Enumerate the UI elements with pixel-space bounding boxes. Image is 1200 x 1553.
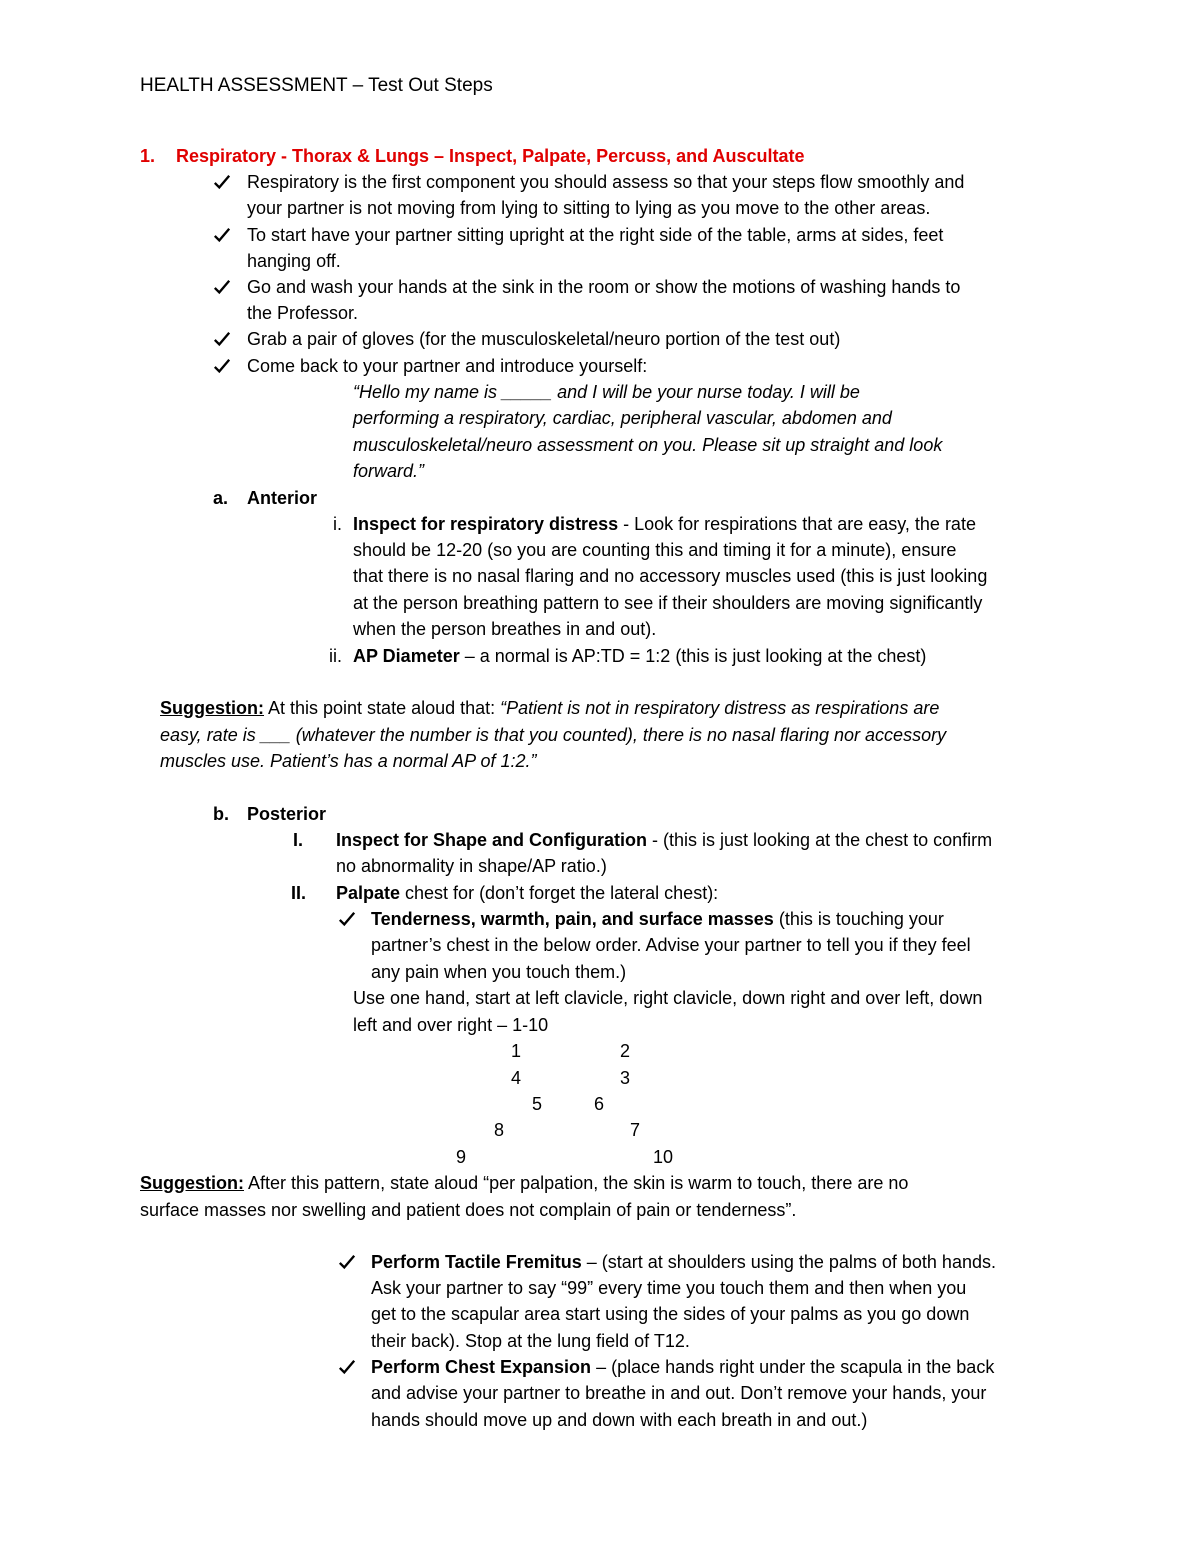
item-text: - (this is just looking at the chest to confirm — [647, 830, 993, 850]
item-text: – (place hands right under the scapula in the back — [591, 1357, 995, 1377]
item-text: (this is touching your — [773, 909, 944, 929]
section-number: 1. — [140, 146, 156, 166]
pattern-number: 2 — [620, 1041, 631, 1061]
intro-quote-line: musculoskeletal/neuro assessment on you. Please sit up straight and look — [353, 435, 943, 455]
suggestion-lead: At this point state aloud that: — [264, 698, 501, 718]
suggestion-text: After this pattern, state aloud “per palpation, the skin is warm to touch, there are no — [244, 1173, 909, 1193]
item-line: at the person breathing pattern to see if their shoulders are moving significantly — [353, 593, 983, 613]
item-line: Use one hand, start at left clavicle, right clavicle, down right and over left, down — [353, 988, 983, 1008]
pattern-number: 5 — [532, 1094, 543, 1114]
checkmark-icon — [338, 907, 358, 931]
pattern-number: 8 — [494, 1120, 505, 1140]
item-line: get to the scapular area start using the sides of your palms as you go down — [371, 1304, 970, 1324]
item-text: chest for (don’t forget the lateral chest): — [400, 883, 719, 903]
pattern-number: 1 — [511, 1041, 522, 1061]
intro-quote-line: “Hello my name is _____ and I will be your nurse today. I will be — [353, 382, 860, 402]
checkmark-icon — [213, 327, 233, 351]
suggestion-label: Suggestion: — [140, 1173, 244, 1193]
anterior-heading: Anterior — [247, 488, 318, 508]
suggestion-line: surface masses nor swelling and patient does not complain of pain or tenderness”. — [140, 1200, 797, 1220]
bullet-line: hanging off. — [247, 251, 341, 271]
checkmark-icon — [213, 354, 233, 378]
item-line — [336, 828, 992, 852]
suggestion-label: Suggestion: — [160, 698, 264, 718]
suggestion-quote: “Patient is not in respiratory distress as respirations are — [500, 698, 940, 718]
item-line — [371, 1250, 996, 1274]
bullet-line: Respiratory is the first component you should assess so that your steps flow smoothly and — [247, 172, 965, 192]
item-line: Ask your partner to say “99” every time you touch them and then when you — [371, 1278, 967, 1298]
item-bold: Perform Tactile Fremitus — [371, 1252, 582, 1272]
item-line: hands should move up and down with each breath in and out.) — [371, 1410, 868, 1430]
item-line: their back). Stop at the lung field of T12. — [371, 1331, 690, 1351]
suggestion-quote: easy, rate is ___ (whatever the number is that you counted), there is no nasal flaring nor accessory — [160, 725, 947, 745]
item-text: – a normal is AP:TD = 1:2 (this is just looking at the chest) — [459, 646, 927, 666]
item-label: I. — [292, 830, 303, 850]
anterior-label: a. — [213, 488, 229, 508]
item-bold: Inspect for Shape and Configuration — [336, 830, 648, 850]
item-bold: AP Diameter — [353, 646, 460, 666]
item-bold: Tenderness, warmth, pain, and surface masses — [371, 909, 774, 929]
item-bold: Perform Chest Expansion — [371, 1357, 592, 1377]
checkmark-icon — [338, 1355, 358, 1379]
item-line: any pain when you touch them.) — [371, 962, 627, 982]
bullet-line: Come back to your partner and introduce yourself: — [247, 356, 648, 376]
item-line — [336, 881, 718, 905]
pattern-number: 3 — [620, 1068, 631, 1088]
checkmark-icon — [213, 223, 233, 247]
item-line: should be 12-20 (so you are counting this and timing it for a minute), ensure — [353, 540, 957, 560]
intro-quote-line: forward.” — [353, 461, 425, 481]
item-label: ii. — [329, 646, 342, 666]
item-line: no abnormality in shape/AP ratio.) — [336, 856, 607, 876]
item-line: when the person breathes in and out). — [353, 619, 657, 639]
pattern-number: 7 — [630, 1120, 641, 1140]
suggestion-line — [140, 1171, 908, 1195]
item-label: i. — [333, 514, 342, 534]
pattern-number: 10 — [653, 1147, 674, 1167]
item-bold: Palpate — [336, 883, 401, 903]
checkmark-icon — [338, 1250, 358, 1274]
item-label: II. — [290, 883, 306, 903]
item-line — [353, 512, 976, 536]
item-line: left and over right – 1-10 — [353, 1015, 549, 1035]
item-line: that there is no nasal flaring and no accessory muscles used (this is just looking — [353, 566, 988, 586]
checkmark-icon — [213, 275, 233, 299]
posterior-label: b. — [213, 804, 229, 824]
pattern-number: 9 — [456, 1147, 467, 1167]
pattern-number: 6 — [594, 1094, 605, 1114]
posterior-heading: Posterior — [247, 804, 327, 824]
bullet-line: To start have your partner sitting upright at the right side of the table, arms at sides, feet — [247, 225, 944, 245]
item-line: partner’s chest in the below order. Advise your partner to tell you if they feel — [371, 935, 971, 955]
item-text: - Look for respirations that are easy, the rate — [618, 514, 976, 534]
section-heading: Respiratory - Thorax & Lungs – Inspect, Palpate, Percuss, and Auscultate — [176, 146, 805, 166]
bullet-line: Go and wash your hands at the sink in the room or show the motions of washing hands to — [247, 277, 961, 297]
item-text: – (start at shoulders using the palms of both hands. — [581, 1252, 996, 1272]
item-line — [371, 907, 944, 931]
item-bold: Inspect for respiratory distress — [353, 514, 619, 534]
suggestion-line — [160, 696, 939, 720]
checkmark-icon — [213, 170, 233, 194]
page-title: HEALTH ASSESSMENT – Test Out Steps — [140, 75, 493, 96]
pattern-number: 4 — [511, 1068, 522, 1088]
bullet-line: Grab a pair of gloves (for the musculoskeletal/neuro portion of the test out) — [247, 329, 841, 349]
item-line — [353, 644, 926, 668]
suggestion-quote: muscles use. Patient’s has a normal AP of 1:2.” — [160, 751, 537, 771]
intro-quote-line: performing a respiratory, cardiac, peripheral vascular, abdomen and — [353, 408, 892, 428]
item-line: and advise your partner to breathe in and out. Don’t remove your hands, your — [371, 1383, 987, 1403]
bullet-line: the Professor. — [247, 303, 359, 323]
item-line — [371, 1355, 994, 1379]
bullet-line: your partner is not moving from lying to sitting to lying as you move to the other areas. — [247, 198, 931, 218]
